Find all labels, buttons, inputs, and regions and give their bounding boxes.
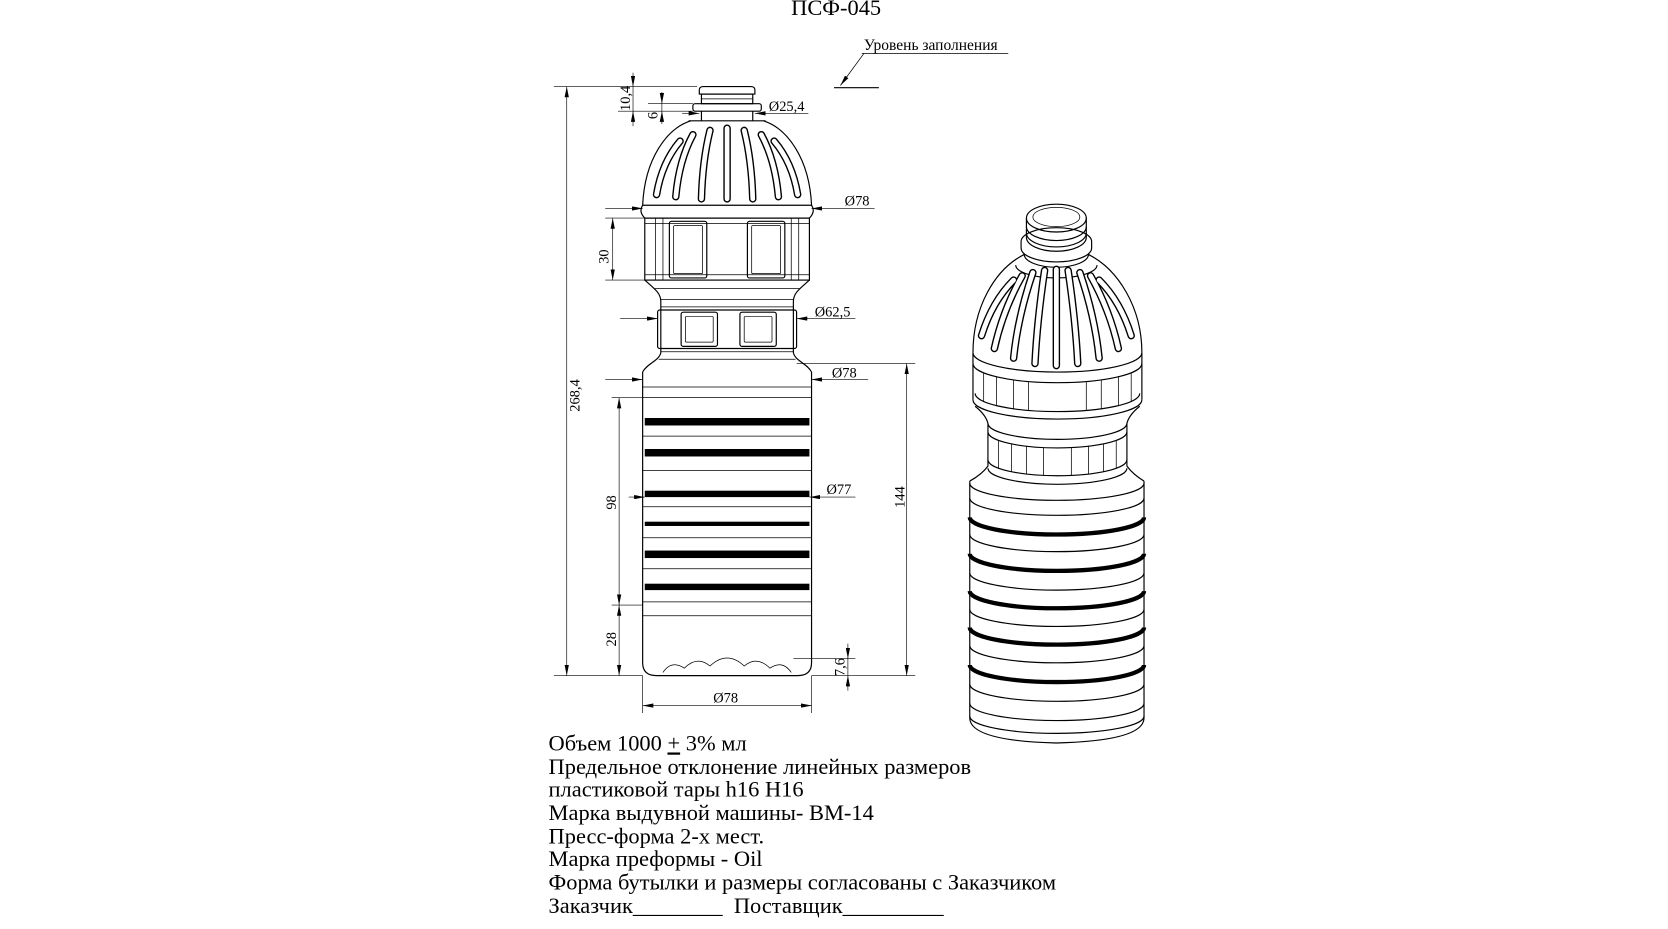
note-approval: Форма бутылки и размеры согласованы с Заказчиком: [548, 869, 1057, 895]
ring-panel-right-inner: [744, 316, 772, 342]
band-height-label: 30: [596, 249, 613, 264]
waist-outline: [643, 280, 812, 372]
body-height-extension: [797, 363, 916, 675]
band-panel-left-inner: [674, 226, 703, 274]
groove-diameter-label: Ø77: [826, 481, 852, 498]
waist-outline-iso: [970, 406, 1144, 481]
note-tolerance-2: пластиковой тары h16 H16: [548, 776, 804, 802]
note-volume-prefix: Объем 1000: [548, 730, 668, 756]
body-bottom-iso: [970, 718, 1144, 743]
notes-block: [549, 730, 1056, 917]
neck-lip: [699, 87, 755, 94]
ring-panel-left-inner: [685, 316, 713, 342]
body-groove: [645, 449, 810, 456]
body-height-label: 144: [892, 486, 909, 508]
neck-top-inner-iso: [1033, 207, 1080, 226]
body-groove: [645, 551, 810, 558]
dome-lip: [641, 205, 813, 218]
note-signatures: Заказчик________ Поставщик_________: [548, 892, 944, 918]
isometric-view: [970, 204, 1144, 743]
drawing-title: ПСФ-045: [791, 0, 882, 20]
waist-arcs-iso: [988, 423, 1127, 484]
fill-level-leader: [840, 53, 864, 85]
note-volume-sign: +: [667, 730, 681, 756]
fill-level-label: Уровень заполнения: [863, 37, 998, 55]
band-panel-right-inner: [752, 226, 781, 274]
body-groove: [645, 418, 810, 425]
base-recess-label: 7,6: [832, 658, 849, 677]
note-tolerance-1: Предельное отклонение линейных размеров: [548, 753, 972, 779]
waist-diameter-label: Ø62,5: [814, 304, 851, 321]
neck-base: [689, 111, 766, 121]
body-groove: [645, 584, 810, 590]
fill-level-callout: [834, 37, 1008, 87]
base-height-label: 28: [603, 632, 620, 647]
body-groove: [645, 522, 810, 526]
note-machine: Марка выдувной машины- ВМ-14: [548, 799, 874, 825]
dome-ribs-fill-iso: [982, 269, 1132, 365]
neck-diameter-label: Ø25,4: [768, 99, 805, 116]
base-diameter-label: Ø78: [713, 690, 739, 707]
note-volume: [549, 730, 747, 755]
ring-panel-right: [740, 312, 776, 346]
overall-height-label: 268,4: [567, 379, 584, 412]
dimensions: [554, 73, 915, 713]
body-groove: [645, 491, 810, 497]
front-view: [641, 87, 813, 676]
base-petaloid: [663, 658, 791, 672]
shoulder-diameter-label: Ø78: [844, 193, 870, 210]
finish-height-label: 10,4: [617, 85, 634, 111]
band-panel-left: [669, 221, 706, 278]
ribbed-zone-label: 98: [603, 495, 620, 510]
note-mold: Пресс-форма 2-х мест.: [548, 823, 765, 849]
note-preform: Марка преформы - Oil: [548, 845, 763, 871]
ring-panel-left: [681, 312, 717, 346]
support-ring: [693, 104, 761, 111]
body-diameter-label: Ø78: [831, 365, 857, 382]
thread-height-label: 6: [645, 111, 662, 120]
waist-panels-iso: [999, 440, 1117, 475]
band-panel-right: [747, 221, 784, 278]
note-volume-suffix: 3% мл: [680, 730, 747, 756]
